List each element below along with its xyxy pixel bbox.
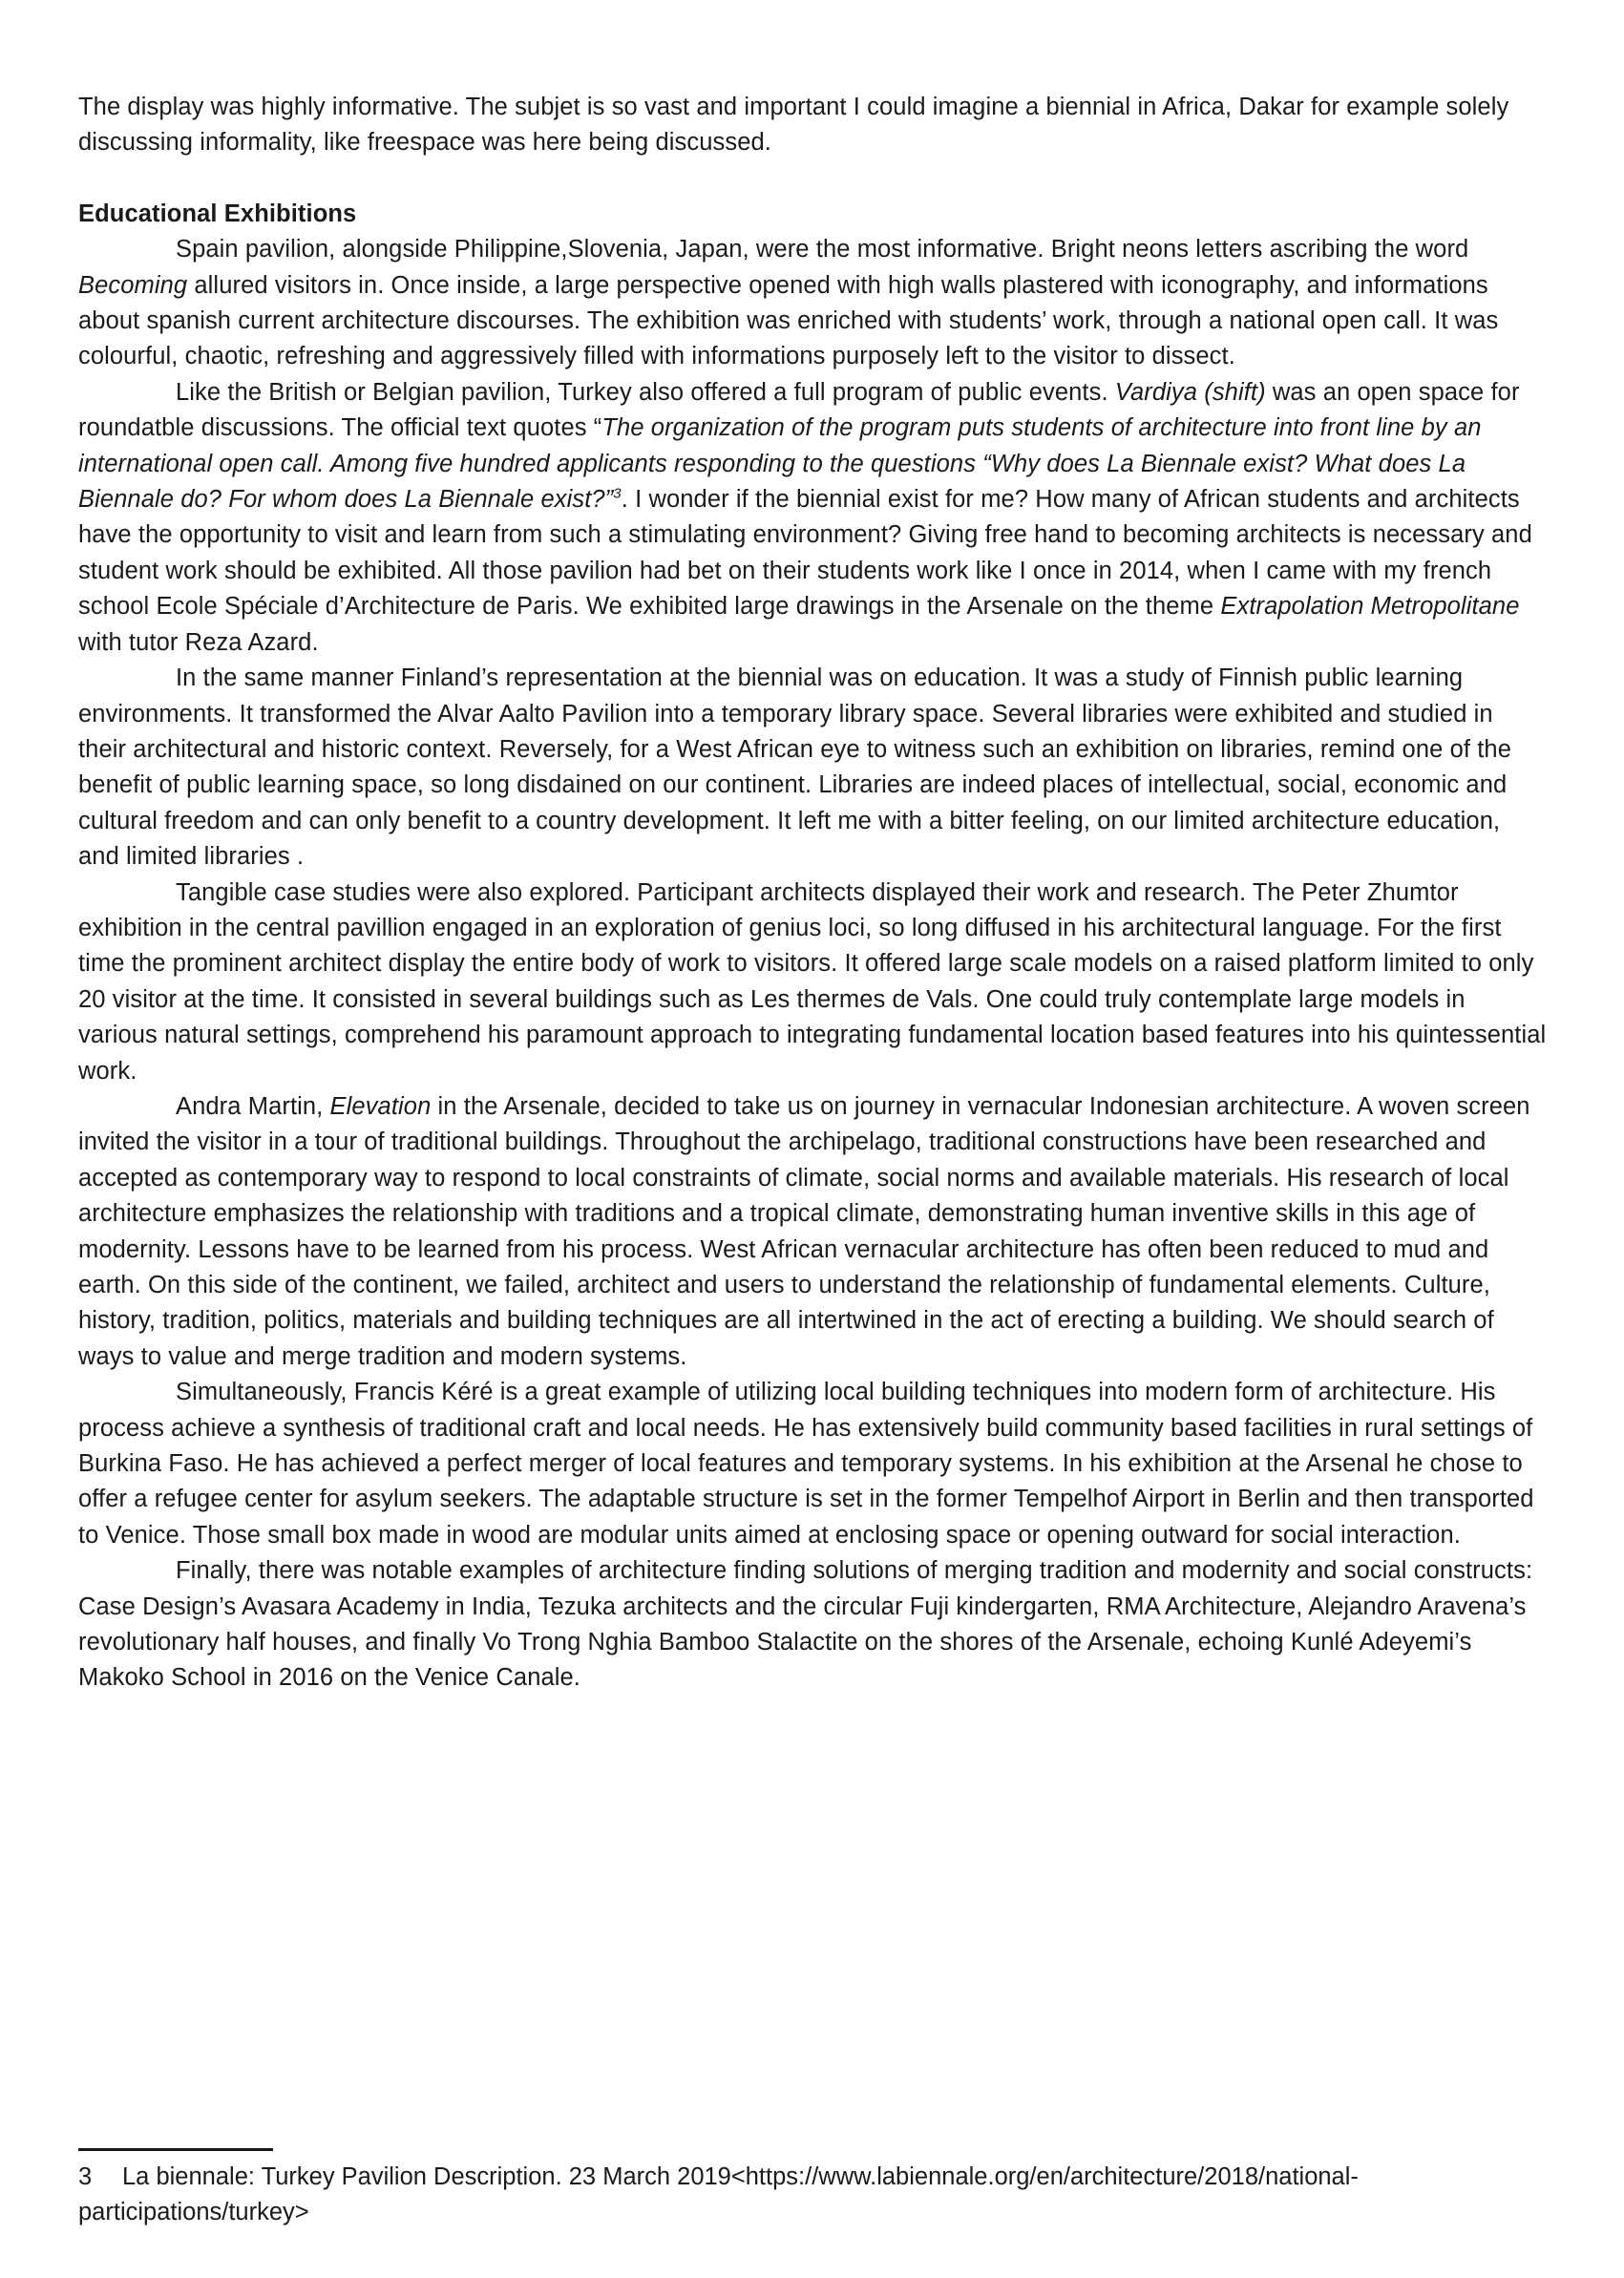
footnote xyxy=(78,2160,1547,2231)
text-run: with tutor Reza Azard. xyxy=(78,628,319,656)
text-run: Spain pavilion, alongside Philippine,Slovenia, Japan, were the most informative. Bright neons letters ascribing the word xyxy=(176,236,1469,264)
paragraph-case-studies: Tangible case studies were also explored. Participant architects displayed their work and research. The Peter Zhumtor exhibition in the central pavillion engaged in an exploration of genius loci, so long diffused in his architectural language. For the first time the prominent architect display the entire body of work to visitors. It offered large scale models on a raised platform limited to only 20 visitor at the time. It consisted in several buildings such as Les thermes de Vals. One could truly contemplate large models in various natural settings, comprehend his paramount approach to integrating fundamental location based features into his quintessential work. xyxy=(78,878,1547,1085)
text-run: . I wonder if the biennial exist for me? How many of African students and architects have the opportunity to visit and learn from such a stimulating environment? Giving free hand to becoming architects is necessary and student work should be exhibited. All those pavilion had bet on their students work like I once in 2014, when I came with my french school Ecole Spéciale d’Architecture de Paris. We exhibited large drawings in the Arsenale on the theme xyxy=(78,486,1532,621)
footnote-divider xyxy=(78,2148,273,2151)
paragraph-notable-examples: Finally, there was notable examples of architecture finding solutions of merging tradition and modernity and social constructs: Case Design’s Avasara Academy in India, Tezuka architects and the circular Fuji kindergarten, RMA Architecture, Alejandro Aravena’s revolutionary half houses, and finally Vo Trong Nghia Bamboo Stalactite on the shores of the Arsenale, echoing Kunlé Adeyemi’s Makoko School in 2016 on the Venice Canale. xyxy=(78,1557,1533,1692)
italic-run: Elevation xyxy=(329,1092,432,1120)
paragraph-kere: Simultaneously, Francis Kéré is a great example of utilizing local building techniques into modern form of architecture. His process achieve a synthesis of traditional craft and local needs. He has extensively build community based facilities in rural settings of Burkina Faso. He has achieved a perfect merger of local features and temporary systems. In his exhibition at the Arsenal he chose to offer a refugee center for asylum seekers. The adaptable structure is set in the former Tempelhof Airport in Berlin and then transported to Venice. Those small box made in wood are modular units aimed at enclosing space or opening outward for social interaction. xyxy=(78,1379,1534,1549)
paragraph-spain-pavilion xyxy=(78,232,1547,375)
text-run: Like the British or Belgian pavilion, Turkey also offered a full program of public events. xyxy=(176,378,1115,406)
text-run: allured visitors in. Once inside, a large perspective opened with high walls plastered with iconography, and informations about spanish current architecture discourses. The exhibition was enriched with students’ work, through a national open call. It was colourful, chaotic, refreshing and aggressively filled with informations purposely left to the visitor to dissect. xyxy=(78,271,1499,370)
paragraph-turkey-pavilion xyxy=(78,375,1547,661)
italic-run: Becoming xyxy=(78,271,188,299)
italic-run: Vardiya (shift) xyxy=(1114,378,1266,406)
intro-paragraph: The display was highly informative. The subjet is so vast and important I could imagine a biennial in Africa, Dakar for example solely discussing informality, like freespace was here being discussed. xyxy=(78,94,1509,157)
footnote-text[interactable]: La biennale: Turkey Pavilion Description. 23 March 2019<https://www.labiennale.org/en/architecture/2018/national-participations/turkey> xyxy=(78,2163,1359,2226)
paragraph-finland-pavilion: In the same manner Finland’s representation at the biennial was on education. It was a study of Finnish public learning environments. It transformed the Alvar Aalto Pavilion into a temporary library space. Several libraries were exhibited and studied in their architectural and historic context. Reversely, for a West African eye to witness such an exhibition on libraries, remind one of the benefit of public learning space, so long disdained on our continent. Libraries are indeed places of intellectual, social, economic and cultural freedom and can only benefit to a country development. It left me with a bitter feeling, on our limited architecture education, and limited libraries . xyxy=(78,664,1511,871)
text-run: was an open space for roundatble discussions. The official text quotes “ xyxy=(78,378,1520,442)
text-run: in the Arsenale, decided to take us on journey in vernacular Indonesian architecture. A woven screen invited the visitor in a tour of traditional buildings. Throughout the archipelago, traditional constructions have been researched and accepted as contemporary way to respond to local constraints of climate, social norms and available materials. His research of local architecture emphasizes the relationship with traditions and a tropical climate, demonstrating human inventive skills in this age of modernity. Lessons have to be learned from his process. West African vernacular architecture has often been reduced to mud and earth. On this side of the continent, we failed, architect and users to understand the relationship of fundamental elements. Culture, history, tradition, politics, materials and building techniques are all intertwined in the act of erecting a building. We should search of ways to value and merge tradition and modern systems. xyxy=(78,1092,1530,1370)
italic-quote: The organization of the program puts students of architecture into front line by an international open call. Among five hundred applicants responding to the questions “Why does La Biennale exist? What does La Biennale do? For whom does La Biennale exist?” xyxy=(78,414,1482,514)
footnote-number: 3 xyxy=(78,2163,93,2190)
italic-run: Extrapolation Metropolitane xyxy=(1220,593,1520,621)
paragraph-elevation xyxy=(78,1089,1547,1375)
section-heading: Educational Exhibitions xyxy=(78,200,357,227)
text-run: Andra Martin, xyxy=(176,1092,330,1120)
document-page xyxy=(78,90,1547,1697)
footnote-reference[interactable]: 3 xyxy=(613,485,622,502)
